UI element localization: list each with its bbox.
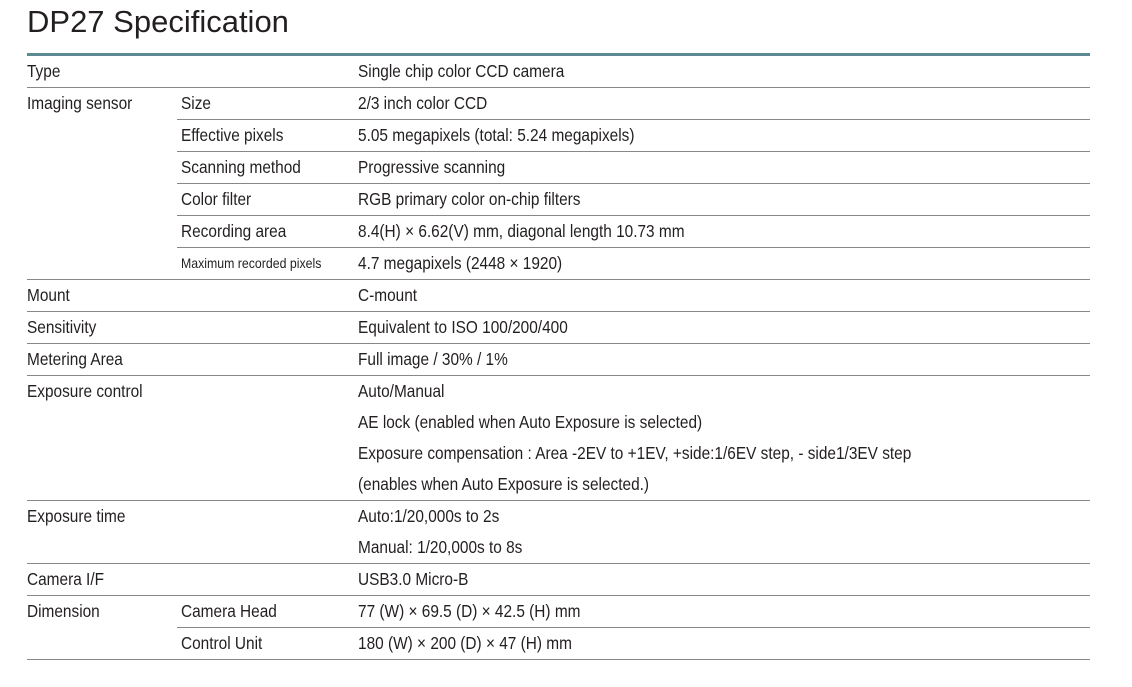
- spec-label: Exposure time: [27, 506, 126, 526]
- spec-sublabel: Control Unit: [181, 633, 263, 653]
- spec-row-recording-area: [27, 216, 1090, 248]
- spec-row-exposure-compensation: [27, 438, 1090, 469]
- spec-label: Sensitivity: [27, 317, 97, 337]
- spec-value: 180 (W) × 200 (D) × 47 (H) mm: [358, 633, 572, 653]
- spec-value: Equivalent to ISO 100/200/400: [358, 317, 568, 337]
- spec-row-type: [27, 56, 1090, 88]
- spec-sublabel: Recording area: [181, 221, 287, 241]
- spec-sublabel: Size: [181, 93, 211, 113]
- spec-value: 5.05 megapixels (total: 5.24 megapixels): [358, 125, 635, 145]
- spec-row-metering-area: [27, 344, 1090, 376]
- spec-label: Imaging sensor: [27, 93, 133, 113]
- spec-label: Camera I/F: [27, 569, 105, 589]
- spec-row-exposure-time-auto: [27, 501, 1090, 532]
- spec-sublabel: Scanning method: [181, 157, 301, 177]
- spec-value: RGB primary color on-chip filters: [358, 189, 581, 209]
- spec-row-imaging-size: [27, 88, 1090, 120]
- spec-value: Manual: 1/20,000s to 8s: [358, 537, 523, 557]
- spec-label: Metering Area: [27, 349, 123, 369]
- spec-row-sensitivity: [27, 312, 1090, 344]
- spec-row-exposure-control: [27, 376, 1090, 407]
- spec-value: Single chip color CCD camera: [358, 61, 565, 81]
- spec-row-exposure-compensation-note: [27, 469, 1090, 501]
- spec-row-exposure-control-ae-lock: [27, 407, 1090, 438]
- spec-value: (enables when Auto Exposure is selected.): [358, 474, 650, 494]
- page-title: DP27 Specification: [27, 4, 289, 39]
- spec-row-color-filter: [27, 184, 1090, 216]
- spec-row-scanning-method: [27, 152, 1090, 184]
- spec-label: Dimension: [27, 601, 100, 621]
- spec-row-dimension-camera-head: [27, 596, 1090, 628]
- spec-sublabel: Camera Head: [181, 601, 277, 621]
- spec-value: Exposure compensation : Area -2EV to +1EV, +side:1/6EV step, - side1/3EV step: [358, 443, 912, 463]
- spec-value: Auto:1/20,000s to 2s: [358, 506, 500, 526]
- spec-value: 2/3 inch color CCD: [358, 93, 488, 113]
- spec-value: AE lock (enabled when Auto Exposure is selected): [358, 412, 703, 432]
- spec-label: Mount: [27, 285, 70, 305]
- spec-label: Exposure control: [27, 381, 143, 401]
- spec-value: Full image / 30% / 1%: [358, 349, 508, 369]
- spec-sublabel: Color filter: [181, 189, 252, 209]
- spec-value: Progressive scanning: [358, 157, 506, 177]
- spec-row-effective-pixels: [27, 120, 1090, 152]
- spec-row-camera-if: [27, 564, 1090, 596]
- spec-row-dimension-control-unit: [27, 628, 1090, 660]
- spec-value: 8.4(H) × 6.62(V) mm, diagonal length 10.73 mm: [358, 221, 685, 241]
- spec-row-mount: [27, 280, 1090, 312]
- spec-sublabel: Maximum recorded pixels: [181, 255, 322, 271]
- spec-value: C-mount: [358, 285, 418, 305]
- spec-row-exposure-time-manual: [27, 532, 1090, 564]
- spec-table: [27, 53, 1090, 660]
- spec-value: USB3.0 Micro-B: [358, 569, 469, 589]
- spec-label: Type: [27, 61, 61, 81]
- spec-value: 77 (W) × 69.5 (D) × 42.5 (H) mm: [358, 601, 581, 621]
- spec-row-max-recorded-pixels: [27, 248, 1090, 280]
- spec-sublabel: Effective pixels: [181, 125, 284, 145]
- spec-value: 4.7 megapixels (2448 × 1920): [358, 253, 563, 273]
- spec-value: Auto/Manual: [358, 381, 445, 401]
